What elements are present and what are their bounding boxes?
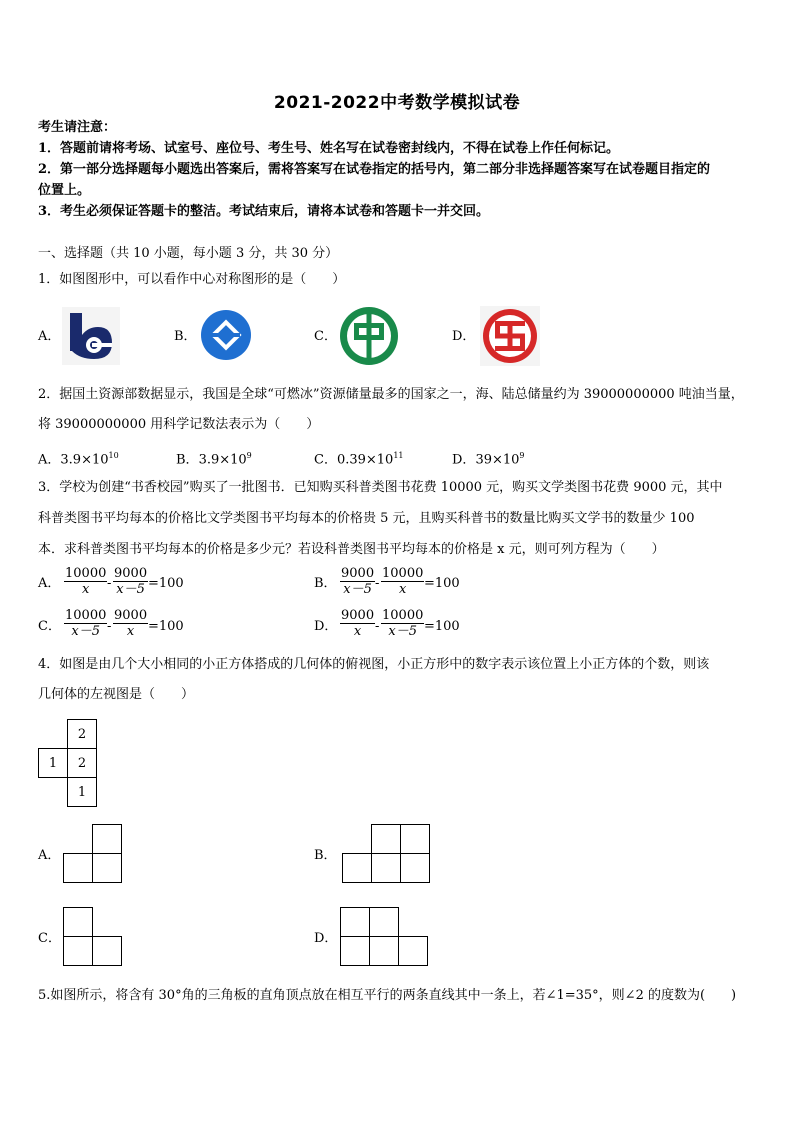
notice-item-2-cont: 位置上。 [38,183,91,198]
q3-c-operator: - [107,619,112,634]
top-view-cell: 1 [38,748,68,778]
bank-logo-d-icon [480,306,540,366]
q3-option-a-label: A． [38,576,61,591]
section-heading: 一、选择题（共 10 小题，每小题 3 分，共 30 分） [38,246,339,261]
notice-heading: 考生请注意： [38,120,117,135]
top-view-cell: 1 [67,777,97,807]
question-3-line-2: 科普类图书平均每本的价格比文学类图书平均每本的价格贵 5 元，且购买科普书的数量比购买文学书的数量少 100 [38,511,695,526]
q3-a-fraction-1: $\frac{10000}{x}$ [65,566,107,597]
question-4-line-1: 4．如图是由几个大小相同的小正方体搭成的几何体的俯视图，小正方形中的数字表示该位置上小正方体的个数，则该 [38,657,710,672]
q3-b-rhs: =100 [424,576,460,591]
q3-d-fraction-2: $\frac{10000}{x-5}$ [382,608,424,639]
q1-option-c-label: C． [314,329,337,344]
q3-d-rhs: =100 [424,619,460,634]
top-view-cell: 2 [67,748,97,778]
question-1-stem: 1．如图图形中，可以看作中心对称图形的是（ ） [38,272,346,287]
bank-logo-c-icon [338,305,400,367]
notice-item-3: 3．考生必须保证答题卡的整洁。考试结束后，请将本试卷和答题卡一并交回。 [38,204,490,219]
q3-c-rhs: =100 [148,619,184,634]
q1-option-d-label: D． [452,329,476,344]
question-4-line-2: 几何体的左视图是（ ） [38,687,195,702]
q3-d-fraction-1: $\frac{9000}{x}$ [341,608,375,639]
q2-option-b: B．$3.9\times 10^9$ [176,451,252,468]
question-2-line-2: 将 39000000000 用科学记数法表示为（ ） [38,417,320,432]
notice-item-2: 2．第一部分选择题每小题选出答案后，需将答案写在试卷指定的括号内，第二部分非选择题答案写在试卷题目指定的 [38,162,711,177]
q3-c-fraction-1: $\frac{10000}{x-5}$ [65,608,107,639]
top-view-cell: 2 [67,719,97,749]
q2-option-c: C．$0.39\times 10^{11}$ [314,451,404,468]
q3-b-fraction-2: $\frac{10000}{x}$ [382,566,424,597]
question-3-line-1: 3．学校为创建“书香校园”购买了一批图书．已知购买科普类图书花费 10000 元，购买文学类图书花费 9000 元，其中 [38,480,723,495]
question-2-line-1: 2．据国土资源部数据显示，我国是全球“可燃冰”资源储量最多的国家之一，海、陆总储量约为 39000000000 吨油当量， [38,387,744,402]
q3-b-fraction-1: $\frac{9000}{x-5}$ [341,566,375,597]
bank-logo-b-icon [198,307,254,363]
q4-option-c-label: C． [38,931,61,946]
q3-a-operator: - [107,576,112,591]
question-3-line-3: 本．求科普类图书平均每本的价格是多少元？若设科普类图书平均每本的价格是 x 元，则可列方程为（ ） [38,542,665,557]
q3-c-fraction-2: $\frac{9000}{x}$ [114,608,148,639]
q3-a-rhs: =100 [148,576,184,591]
q1-option-a-label: A． [38,329,61,344]
q3-option-d-label: D． [314,619,338,634]
bank-logo-a-icon [62,307,120,365]
question-5-stem: 5.如图所示，将含有 30°角的三角板的直角顶点放在相互平行的两条直线其中一条上，若∠1=35°，则∠2 的度数为( ) [38,988,737,1003]
q2-option-a: A．$3.9\times 10^{10}$ [38,451,119,468]
q3-b-operator: - [375,576,380,591]
q3-option-b-label: B． [314,576,337,591]
q3-a-fraction-2: $\frac{9000}{x-5}$ [114,566,148,597]
notice-item-1: 1．答题前请将考场、试室号、座位号、考生号、姓名写在试卷密封线内，不得在试卷上作任何标记。 [38,141,620,156]
q1-option-b-label: B． [174,329,197,344]
q4-option-d-label: D． [314,931,338,946]
q2-option-d: D．$39\times 10^9$ [452,451,525,468]
page-title: 2021-2022中考数学模拟试卷 [273,93,521,113]
q4-option-a-label: A． [38,848,61,863]
q3-option-c-label: C． [38,619,61,634]
q4-option-b-label: B． [314,848,337,863]
q3-d-operator: - [375,619,380,634]
